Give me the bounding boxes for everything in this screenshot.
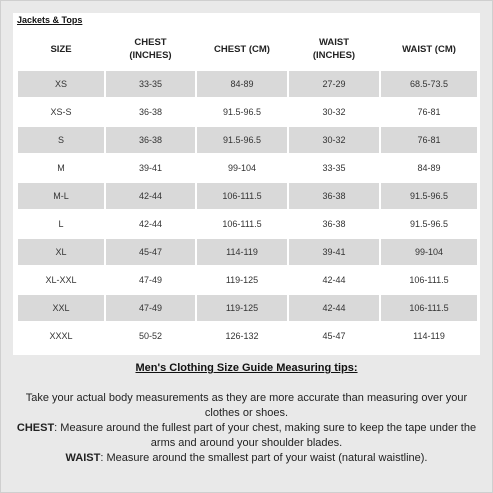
cell-chest-cm: 106-111.5 (197, 183, 287, 209)
cell-chest-cm: 91.5-96.5 (197, 127, 287, 153)
waist-text: : Measure around the smallest part of your waist (natural waistline). (100, 452, 428, 464)
table-row (18, 155, 477, 181)
cell-chest-inches: 33-35 (106, 71, 195, 97)
cell-size: L (18, 211, 104, 237)
table-header-row (18, 31, 477, 69)
tips-title: Men's Clothing Size Guide Measuring tips: (135, 362, 358, 374)
cell-size: M (18, 155, 104, 181)
cell-chest-cm: 119-125 (197, 267, 287, 293)
chest-label: CHEST (16, 422, 55, 434)
cell-waist-inches: 30-32 (289, 99, 379, 125)
table-row (18, 267, 477, 293)
cell-chest-inches: 45-47 (106, 239, 195, 265)
cell-chest-cm: 99-104 (197, 155, 287, 181)
cell-waist-inches: 27-29 (289, 71, 379, 97)
measuring-tips (0, 362, 493, 466)
header-waist-inches (289, 31, 379, 69)
cell-size: XS (18, 71, 104, 97)
cell-waist-inches: 42-44 (289, 267, 379, 293)
cell-waist-cm: 91.5-96.5 (381, 211, 477, 237)
cell-waist-inches: 36-38 (289, 211, 379, 237)
cell-chest-cm: 114-119 (197, 239, 287, 265)
table-row (18, 239, 477, 265)
cell-size: XS-S (18, 99, 104, 125)
cell-waist-cm: 76-81 (381, 127, 477, 153)
cell-size: S (18, 127, 104, 153)
header-chest-inches-label: CHEST (INCHES) (129, 37, 172, 61)
cell-chest-inches: 36-38 (106, 127, 195, 153)
table-row (18, 323, 477, 349)
cell-waist-inches: 36-38 (289, 183, 379, 209)
cell-waist-inches: 45-47 (289, 323, 379, 349)
tips-waist (17, 451, 477, 466)
cell-chest-inches: 39-41 (106, 155, 195, 181)
tips-intro: Take your actual body measurements as they are more accurate than measuring over your clothes or shoes. (25, 392, 468, 419)
header-waist-inches-label: WAIST (INCHES) (312, 37, 356, 61)
cell-chest-cm: 106-111.5 (197, 211, 287, 237)
cell-waist-inches: 30-32 (289, 127, 379, 153)
cell-waist-cm: 114-119 (381, 323, 477, 349)
table-row (18, 71, 477, 97)
header-chest-cm: CHEST (CM) (197, 31, 287, 69)
cell-waist-cm: 84-89 (381, 155, 477, 181)
cell-chest-cm: 84-89 (197, 71, 287, 97)
cell-chest-cm: 119-125 (197, 295, 287, 321)
waist-label: WAIST (65, 452, 101, 464)
cell-waist-cm: 91.5-96.5 (381, 183, 477, 209)
table-body (18, 71, 477, 349)
cell-size: M-L (18, 183, 104, 209)
cell-chest-cm: 126-132 (197, 323, 287, 349)
cell-waist-inches: 42-44 (289, 295, 379, 321)
cell-size: XL-XXL (18, 267, 104, 293)
header-chest-inches (106, 31, 195, 69)
cell-waist-inches: 33-35 (289, 155, 379, 181)
tips-chest (17, 421, 477, 451)
cell-chest-inches: 42-44 (106, 211, 195, 237)
cell-waist-cm: 106-111.5 (381, 295, 477, 321)
cell-waist-cm: 76-81 (381, 99, 477, 125)
section-title: Jackets & Tops (17, 15, 83, 25)
table-row (18, 99, 477, 125)
cell-size: XXL (18, 295, 104, 321)
cell-waist-inches: 39-41 (289, 239, 379, 265)
size-chart-table (16, 29, 479, 351)
table-row (18, 127, 477, 153)
cell-chest-inches: 36-38 (106, 99, 195, 125)
cell-size: XXXL (18, 323, 104, 349)
cell-size: XL (18, 239, 104, 265)
cell-chest-inches: 47-49 (106, 295, 195, 321)
cell-waist-cm: 106-111.5 (381, 267, 477, 293)
cell-waist-cm: 68.5-73.5 (381, 71, 477, 97)
header-waist-cm: WAIST (CM) (381, 31, 477, 69)
table-row (18, 211, 477, 237)
cell-waist-cm: 99-104 (381, 239, 477, 265)
table-row (18, 295, 477, 321)
cell-chest-inches: 50-52 (106, 323, 195, 349)
cell-chest-inches: 42-44 (106, 183, 195, 209)
cell-chest-cm: 91.5-96.5 (197, 99, 287, 125)
cell-chest-inches: 47-49 (106, 267, 195, 293)
header-size: SIZE (18, 31, 104, 69)
chest-text: : Measure around the fullest part of your chest, making sure to keep the tape under the arms and around your shoulder blades. (54, 422, 477, 449)
table-row (18, 183, 477, 209)
